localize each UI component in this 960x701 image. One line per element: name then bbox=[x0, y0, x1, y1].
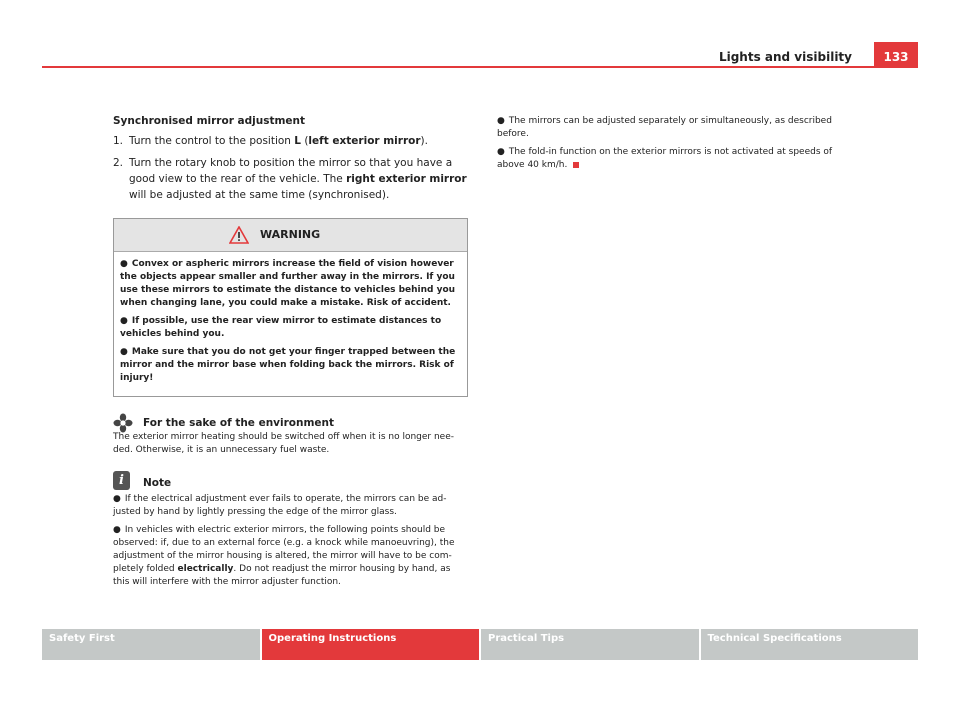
right-item bbox=[497, 115, 857, 141]
note-bold: electrically bbox=[177, 564, 234, 574]
section-heading: Synchronised mirror adjustment bbox=[113, 115, 306, 127]
warning-item bbox=[120, 258, 461, 310]
tab-practical-tips[interactable]: Practical Tips bbox=[481, 629, 699, 660]
bullet: ● bbox=[113, 494, 121, 504]
step-text: ( bbox=[300, 135, 309, 147]
header-rule bbox=[42, 66, 918, 68]
bullet: ● bbox=[497, 147, 505, 157]
right-text: The mirrors can be adjusted separately or simultaneously, as described before. bbox=[497, 116, 832, 139]
note-text: If the electrical adjustment ever fails to operate, the mirrors can be ad-justed by hand by lightly pressing the edge of the mirror glass. bbox=[113, 494, 447, 517]
step-bold: right exterior mirror bbox=[346, 173, 467, 185]
right-item bbox=[497, 146, 857, 172]
section-end-marker bbox=[573, 162, 579, 168]
note-title: Note bbox=[143, 477, 172, 489]
step-2 bbox=[113, 155, 468, 203]
warning-triangle-icon bbox=[229, 226, 249, 244]
bullet: ● bbox=[120, 347, 128, 357]
warning-text: Make sure that you do not get your finger trapped between the mirror and the mirror base when folding back the mirrors. Risk of injury! bbox=[120, 347, 456, 383]
step-text: Turn the rotary knob to position the mirror so that you have a good view to the rear of the vehicle. The bbox=[129, 157, 453, 185]
environment-text: The exterior mirror heating should be switched off when it is no longer nee-ded. Otherwise, it is an unnecessary fuel waste. bbox=[113, 432, 455, 455]
environment-section bbox=[113, 415, 468, 457]
note-item bbox=[113, 493, 468, 519]
section-title: Lights and visibility bbox=[718, 50, 852, 64]
warning-title: WARNING bbox=[260, 228, 321, 241]
step-text: Turn the control to the position bbox=[129, 135, 295, 147]
bullet: ● bbox=[497, 116, 505, 126]
bullet: ● bbox=[120, 316, 128, 326]
note-item bbox=[113, 524, 468, 589]
warning-text: If possible, use the rear view mirror to estimate distances to vehicles behind you. bbox=[120, 316, 442, 339]
footer-nav bbox=[42, 629, 918, 660]
step-number: 1. bbox=[113, 135, 124, 147]
info-icon: i bbox=[113, 471, 130, 490]
note-text: . Do not readjust the mirror housing by hand, as this will interfere with the mirror adjuster function. bbox=[113, 564, 451, 587]
step-bold: L bbox=[294, 135, 301, 147]
note-text: In vehicles with electric exterior mirrors, the following points should be observed: if, due to an external force (e.g. a knock while manoeuvring), the adjustment of the mirror housing is altered, the mirror will have to be com-pletely folded bbox=[113, 525, 455, 574]
right-column bbox=[497, 115, 857, 177]
note-section bbox=[113, 475, 468, 589]
page-number: 133 bbox=[874, 42, 918, 68]
step-1 bbox=[113, 133, 468, 149]
warning-item bbox=[120, 346, 461, 385]
flower-environment-icon bbox=[113, 413, 133, 433]
step-number: 2. bbox=[113, 157, 124, 169]
tab-technical-specifications[interactable]: Technical Specifications bbox=[701, 629, 919, 660]
step-text: will be adjusted at the same time (synchronised). bbox=[129, 189, 390, 201]
bullet: ● bbox=[113, 525, 121, 535]
environment-title: For the sake of the environment bbox=[143, 417, 335, 429]
tab-operating-instructions[interactable]: Operating Instructions bbox=[262, 629, 480, 660]
left-column bbox=[113, 115, 468, 594]
step-text: ). bbox=[420, 135, 428, 147]
warning-item bbox=[120, 315, 461, 341]
warning-text: Convex or aspheric mirrors increase the field of vision however the objects appear smaller and further away in the mirrors. If you use these mirrors to estimate the distance to vehicles behind you when changing lane, you could make a mistake. Risk of accident. bbox=[120, 259, 456, 308]
tab-safety-first[interactable]: Safety First bbox=[42, 629, 260, 660]
bullet: ● bbox=[120, 259, 128, 269]
warning-body bbox=[114, 252, 467, 396]
right-text: The fold-in function on the exterior mirrors is not activated at speeds of above 40 km/h. bbox=[497, 147, 833, 170]
step-bold: left exterior mirror bbox=[308, 135, 421, 147]
warning-box bbox=[113, 218, 468, 397]
warning-header bbox=[114, 219, 467, 252]
